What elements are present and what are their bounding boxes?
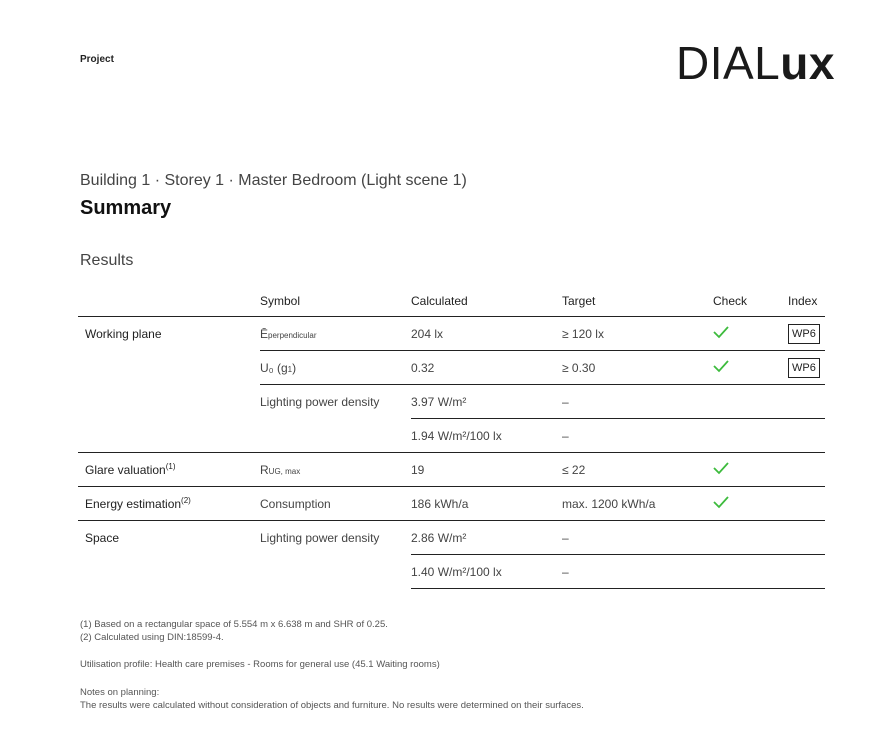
footnote-ref: (1)	[165, 462, 176, 471]
target-cell: max. 1200 kWh/a	[562, 487, 713, 521]
logo-part-bold: ux	[780, 37, 835, 89]
calculated-cell: 3.97 W/m²	[411, 385, 562, 419]
symbol-cell	[260, 351, 411, 385]
symbol-main: R	[260, 462, 269, 477]
table-header-row	[78, 285, 825, 317]
check-icon	[713, 461, 729, 475]
header-index: Index	[788, 285, 825, 317]
footnote-1: (1) Based on a rectangular space of 5.554 m x 6.638 m and SHR of 0.25.	[80, 619, 388, 630]
target-cell: –	[562, 419, 713, 453]
calculated-cell: 204 lx	[411, 326, 444, 341]
table-row	[78, 521, 825, 555]
row-label-space: Space	[78, 521, 260, 589]
row-label-glare	[78, 453, 260, 487]
symbol-cell	[260, 317, 411, 351]
calculated-cell: 19	[411, 453, 562, 487]
table-row	[78, 453, 825, 487]
index-cell	[788, 521, 825, 555]
symbol-end: )	[292, 360, 297, 375]
calculated-cell: 2.86 W/m²	[411, 521, 562, 555]
footnote-ref: (2)	[181, 496, 191, 505]
check-cell	[713, 317, 788, 351]
index-cell	[788, 419, 825, 453]
symbol-cell: Lighting power density	[260, 521, 411, 589]
header-calculated: Calculated	[411, 285, 562, 317]
logo-part-thin: DIAL	[676, 37, 781, 89]
target-cell: ≥ 0.30	[562, 351, 713, 385]
index-cell	[788, 453, 825, 487]
notes-heading: Notes on planning:	[80, 687, 160, 698]
row-label-energy	[78, 487, 260, 521]
index-cell	[788, 317, 825, 351]
target-cell: –	[562, 385, 713, 419]
check-icon	[713, 325, 729, 339]
target-cell: ≤ 22	[562, 453, 713, 487]
calculated-cell: 1.40 W/m²/100 lx	[411, 555, 562, 589]
notes-text: The results were calculated without consideration of objects and furniture. No results were determined on their surfaces.	[80, 700, 584, 711]
header-target: Target	[562, 285, 713, 317]
index-badge: WP6	[788, 358, 820, 378]
check-cell	[713, 385, 788, 419]
calculated-cell: 1.94 W/m²/100 lx	[411, 419, 562, 453]
planning-notes	[80, 686, 584, 712]
header-empty	[78, 285, 260, 317]
target-cell: –	[562, 555, 713, 589]
glare-label: Glare valuation	[85, 463, 166, 477]
footnote-2: (2) Calculated using DIN:18599-4.	[80, 632, 224, 643]
check-cell	[713, 521, 788, 555]
check-icon	[713, 359, 729, 373]
footnotes	[80, 618, 388, 644]
check-cell	[713, 487, 788, 521]
header-symbol: Symbol	[260, 285, 411, 317]
table-row	[78, 317, 825, 351]
section-title: Results	[80, 252, 134, 269]
energy-label: Energy estimation	[85, 497, 182, 511]
check-cell	[713, 351, 788, 385]
index-cell	[788, 351, 825, 385]
symbol-cell: Consumption	[260, 487, 411, 521]
breadcrumb: Building 1 · Storey 1 · Master Bedroom (Light scene 1)	[80, 172, 467, 189]
check-cell	[713, 555, 788, 589]
dialux-logo	[676, 38, 835, 88]
page-title: Summary	[80, 197, 172, 219]
target-cell: –	[562, 521, 713, 555]
symbol-cell: Lighting power density	[260, 385, 411, 453]
project-label: Project	[80, 54, 114, 65]
utilisation-profile: Utilisation profile: Health care premises - Rooms for general use (45.1 Waiting rooms)	[80, 659, 440, 670]
check-cell	[713, 419, 788, 453]
calculated-cell: 0.32	[411, 351, 562, 385]
symbol-sub: 1	[287, 364, 293, 374]
symbol-cell	[260, 453, 411, 487]
symbol-sub: UG, max	[268, 466, 301, 476]
index-cell	[788, 555, 825, 589]
row-label-working-plane: Working plane	[85, 327, 162, 341]
symbol-main: U₀ (g	[260, 360, 288, 375]
results-table	[78, 285, 825, 589]
target-cell: ≥ 120 lx	[562, 326, 604, 341]
table-row	[78, 487, 825, 521]
symbol-sub: perpendicular	[268, 330, 317, 340]
index-cell	[788, 385, 825, 419]
symbol-main: Ē	[260, 326, 269, 341]
index-badge: WP6	[788, 324, 820, 344]
index-cell	[788, 487, 825, 521]
check-icon	[713, 495, 729, 509]
calculated-cell: 186 kWh/a	[411, 487, 562, 521]
header-check: Check	[713, 285, 788, 317]
check-cell	[713, 453, 788, 487]
